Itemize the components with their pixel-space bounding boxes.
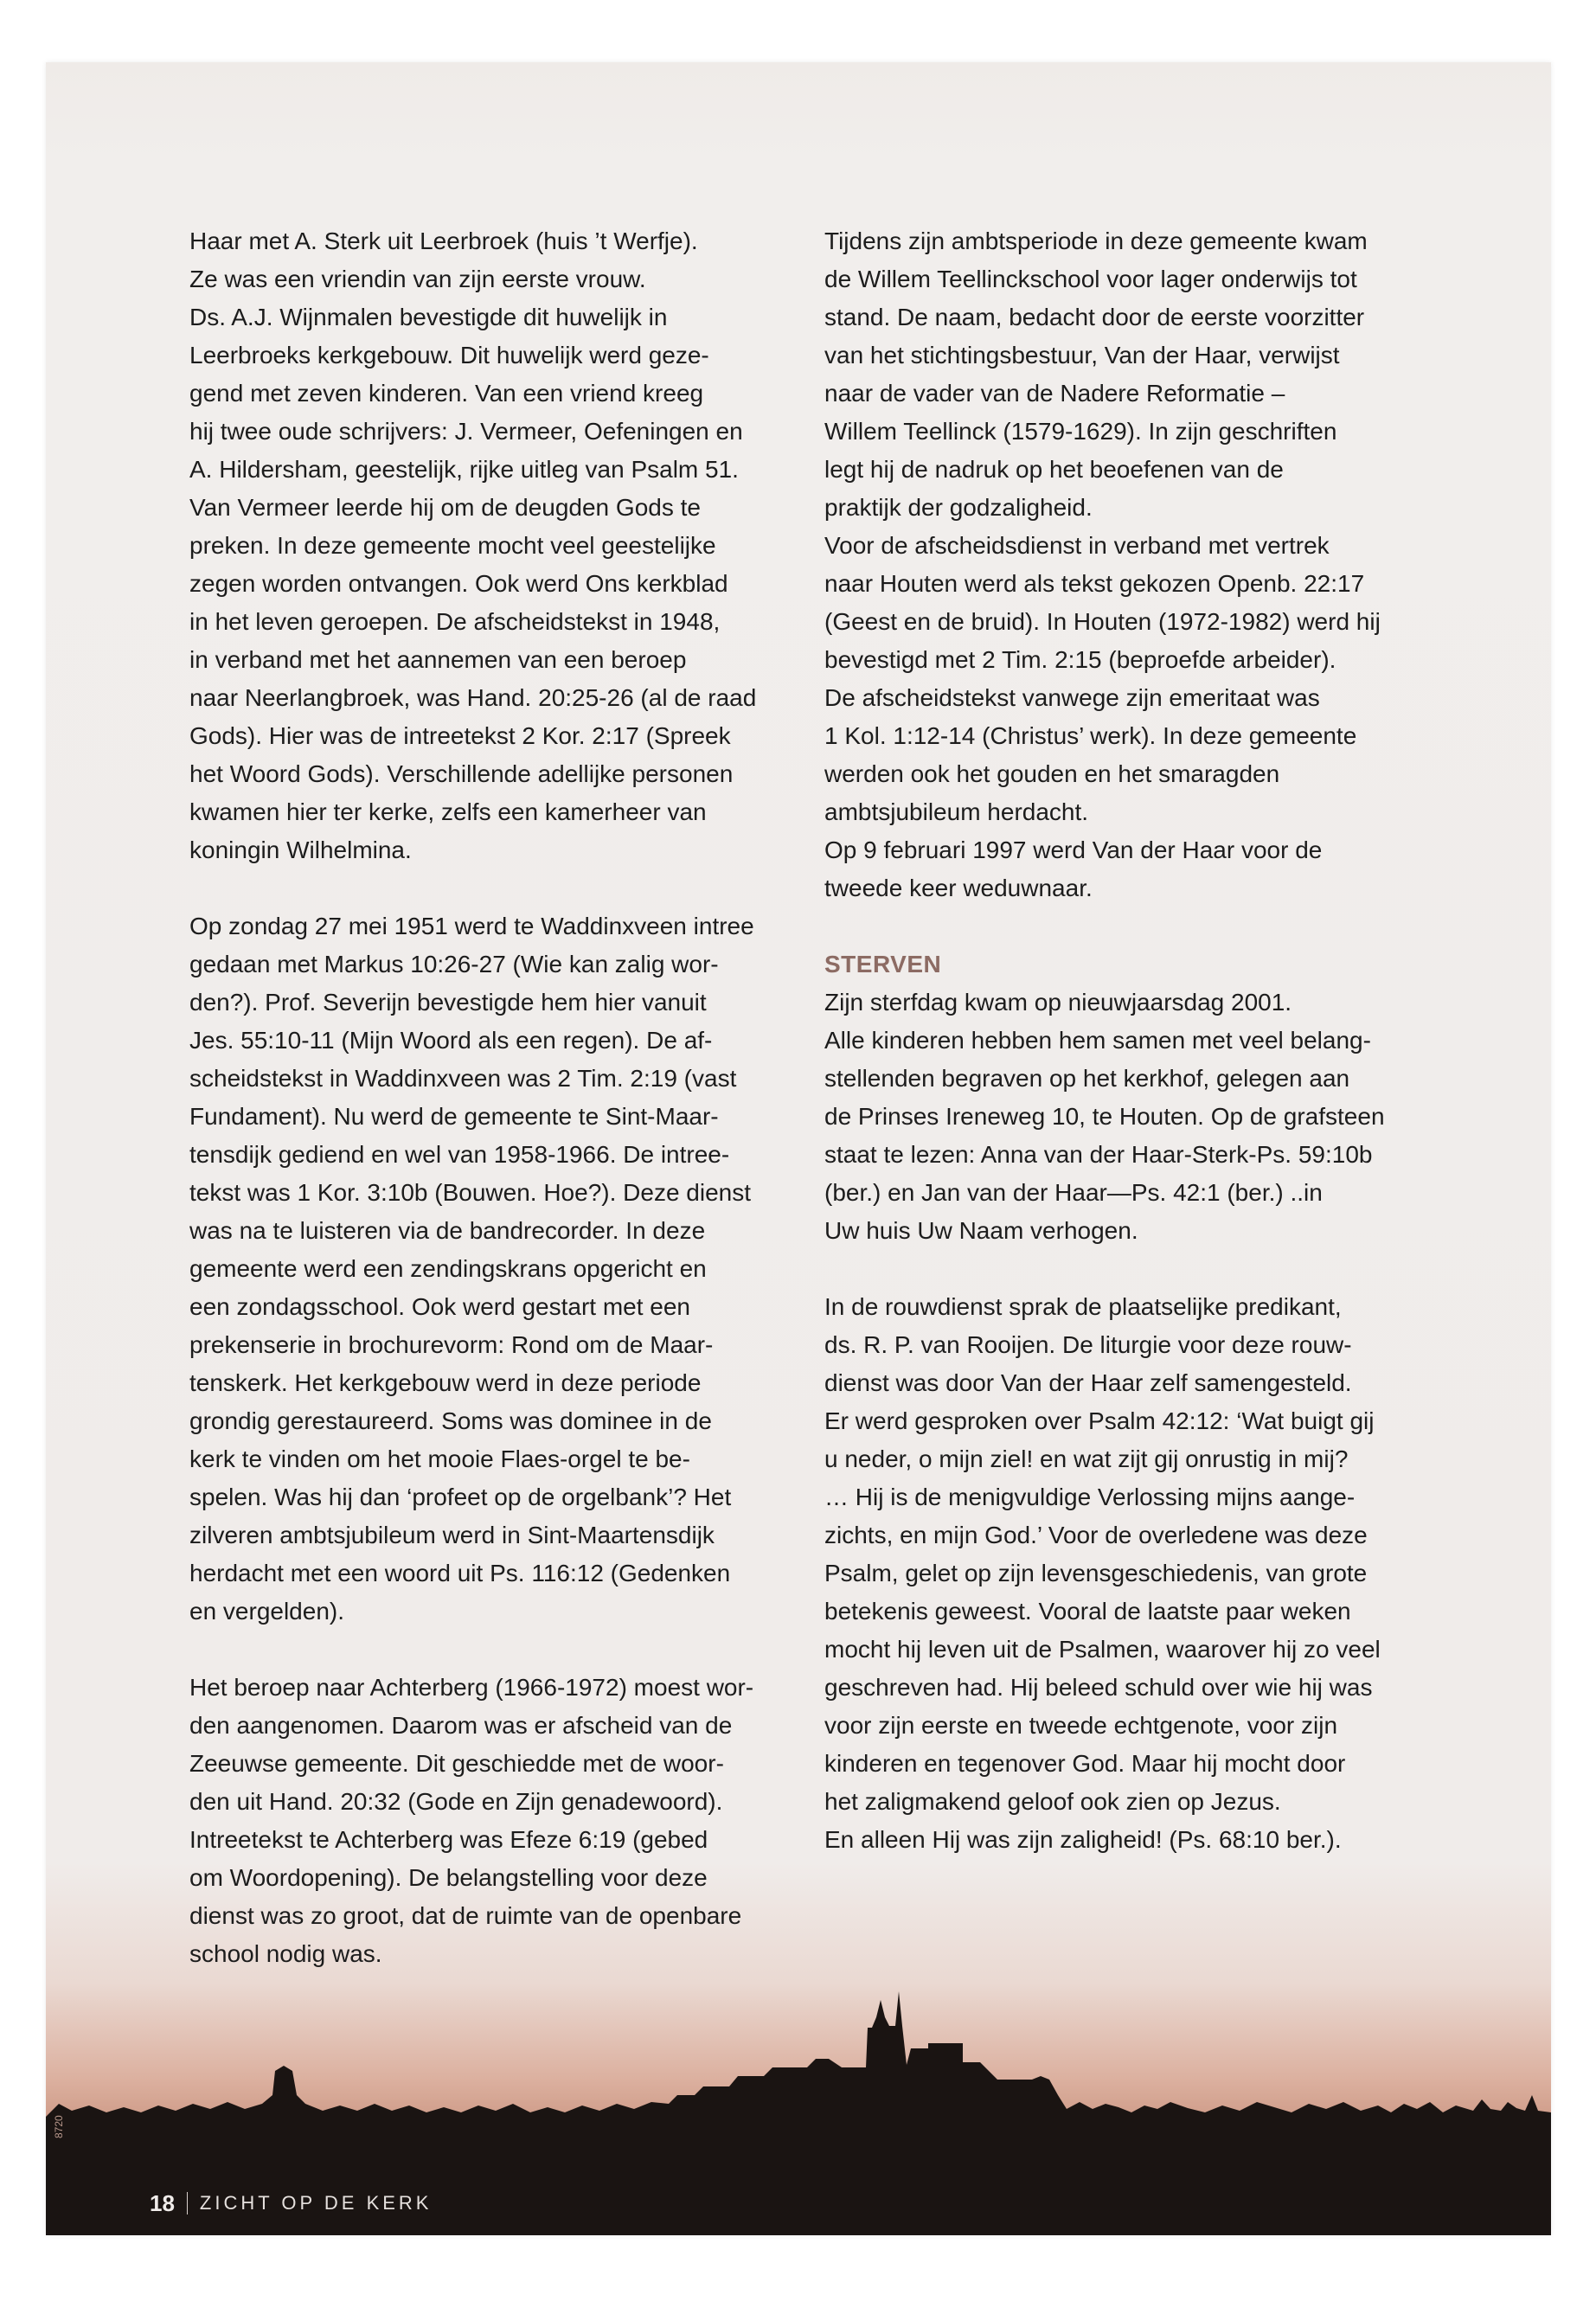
text-line: Zijn sterfdag kwam op nieuwjaarsdag 2001. bbox=[824, 989, 1292, 1016]
footer-divider bbox=[187, 2192, 188, 2214]
left-paragraph-2 bbox=[189, 907, 769, 1631]
text-line: tekst was 1 Kor. 3:10b (Bouwen. Hoe?). Deze dienst bbox=[189, 1179, 752, 1206]
text-line: Alle kinderen hebben hem samen met veel belang- bbox=[824, 1027, 1371, 1054]
text-line: De afscheidstekst vanwege zijn emeritaat was bbox=[824, 684, 1320, 711]
text-line: gend met zeven kinderen. Van een vriend kreeg bbox=[189, 380, 704, 407]
right-paragraph-2 bbox=[824, 984, 1404, 1250]
text-line: stand. De naam, bedacht door de eerste voorzitter bbox=[824, 304, 1365, 330]
text-line: naar de vader van de Nadere Reformatie – bbox=[824, 380, 1285, 407]
text-line: 1 Kol. 1:12-14 (Christus’ werk). In deze gemeente bbox=[824, 722, 1357, 749]
text-line: Haar met A. Sterk uit Leerbroek (huis ’t Werfje). bbox=[189, 228, 698, 254]
text-line: en vergelden). bbox=[189, 1598, 345, 1625]
text-line: Ze was een vriendin van zijn eerste vrouw. bbox=[189, 266, 646, 292]
text-line: (Geest en de bruid). In Houten (1972-1982) werd hij bbox=[824, 608, 1381, 635]
text-line: koningin Wilhelmina. bbox=[189, 836, 412, 863]
text-line: prekenserie in brochurevorm: Rond om de Maar- bbox=[189, 1331, 714, 1358]
text-line: legt hij de nadruk op het beoefenen van de bbox=[824, 456, 1284, 483]
text-line: dienst was door Van der Haar zelf samengesteld. bbox=[824, 1369, 1352, 1396]
text-line: werden ook het gouden en het smaragden bbox=[824, 760, 1280, 787]
text-line: Uw huis Uw Naam verhogen. bbox=[824, 1217, 1138, 1244]
text-line: Ds. A.J. Wijnmalen bevestigde dit huwelijk in bbox=[189, 304, 668, 330]
text-line: naar Houten werd als tekst gekozen Openb. 22:17 bbox=[824, 570, 1365, 597]
text-line: herdacht met een woord uit Ps. 116:12 (Gedenken bbox=[189, 1560, 731, 1586]
text-line: gedaan met Markus 10:26-27 (Wie kan zalig wor- bbox=[189, 951, 719, 977]
text-line: kerk te vinden om het mooie Flaes-orgel te be- bbox=[189, 1445, 690, 1472]
left-paragraph-1 bbox=[189, 222, 769, 869]
text-line: geschreven had. Hij beleed schuld over wie hij was bbox=[824, 1674, 1373, 1701]
right-paragraph-3 bbox=[824, 1288, 1404, 1859]
text-line: Op 9 februari 1997 werd Van der Haar voor de bbox=[824, 836, 1323, 863]
photo-credit: 8720 bbox=[53, 2115, 65, 2138]
text-line: Leerbroeks kerkgebouw. Dit huwelijk werd geze- bbox=[189, 342, 709, 369]
text-line: naar Neerlangbroek, was Hand. 20:25-26 (al de raad bbox=[189, 684, 757, 711]
text-line: Fundament). Nu werd de gemeente te Sint-Maar- bbox=[189, 1103, 719, 1130]
magazine-title: ZICHT OP DE KERK bbox=[199, 2192, 433, 2214]
text-line: dienst was zo groot, dat de ruimte van de openbare bbox=[189, 1902, 742, 1929]
text-line: zegen worden ontvangen. Ook werd Ons kerkblad bbox=[189, 570, 728, 597]
text-line: voor zijn eerste en tweede echtgenote, voor zijn bbox=[824, 1712, 1338, 1739]
text-line: tensdijk gediend en wel van 1958-1966. De intree- bbox=[189, 1141, 730, 1168]
text-line: een zondagsschool. Ook werd gestart met een bbox=[189, 1293, 691, 1320]
text-line: … Hij is de menigvuldige Verlossing mijns aange- bbox=[824, 1484, 1356, 1510]
text-line: om Woordopening). De belangstelling voor deze bbox=[189, 1864, 708, 1891]
text-line: Intreetekst te Achterberg was Efeze 6:19 (gebed bbox=[189, 1826, 708, 1853]
magazine-page bbox=[46, 62, 1551, 2235]
section-heading-sterven: STERVEN bbox=[824, 951, 942, 977]
text-line: ds. R. P. van Rooijen. De liturgie voor deze rouw- bbox=[824, 1331, 1352, 1358]
text-line: tenskerk. Het kerkgebouw werd in deze periode bbox=[189, 1369, 702, 1396]
text-line: preken. In deze gemeente mocht veel geestelijke bbox=[189, 532, 716, 559]
text-line: praktijk der godzaligheid. bbox=[824, 494, 1093, 521]
text-line: gemeente werd een zendingskrans opgericht en bbox=[189, 1255, 707, 1282]
left-paragraph-3 bbox=[189, 1669, 769, 1973]
text-line: En alleen Hij was zijn zaligheid! (Ps. 68:10 ber.). bbox=[824, 1826, 1342, 1853]
text-line: Van Vermeer leerde hij om de deugden Gods te bbox=[189, 494, 701, 521]
text-line: Zeeuwse gemeente. Dit geschiedde met de woor- bbox=[189, 1750, 724, 1777]
page-footer bbox=[150, 2186, 433, 2221]
text-line: was na te luisteren via de bandrecorder. In deze bbox=[189, 1217, 706, 1244]
text-line: tweede keer weduwnaar. bbox=[824, 875, 1093, 901]
right-paragraph-1 bbox=[824, 222, 1404, 907]
text-line: Voor de afscheidsdienst in verband met vertrek bbox=[824, 532, 1330, 559]
text-line: Gods). Hier was de intreetekst 2 Kor. 2:17 (Spreek bbox=[189, 722, 731, 749]
left-column bbox=[189, 222, 769, 1973]
text-line: Psalm, gelet op zijn levensgeschiedenis, van grote bbox=[824, 1560, 1368, 1586]
text-line: den aangenomen. Daarom was er afscheid van de bbox=[189, 1712, 733, 1739]
text-line: A. Hildersham, geestelijk, rijke uitleg van Psalm 51. bbox=[189, 456, 739, 483]
text-line: Willem Teellinck (1579-1629). In zijn geschriften bbox=[824, 418, 1337, 445]
text-line: scheidstekst in Waddinxveen was 2 Tim. 2:19 (vast bbox=[189, 1065, 737, 1092]
text-line: grondig gerestaureerd. Soms was dominee in de bbox=[189, 1407, 712, 1434]
text-line: zilveren ambtsjubileum werd in Sint-Maartensdijk bbox=[189, 1522, 715, 1548]
text-line: in verband met het aannemen van een beroep bbox=[189, 646, 687, 673]
text-line: zichts, en mijn God.’ Voor de overledene was deze bbox=[824, 1522, 1368, 1548]
text-line: betekenis geweest. Vooral de laatste paar weken bbox=[824, 1598, 1351, 1625]
text-line: kwamen hier ter kerke, zelfs een kamerheer van bbox=[189, 798, 707, 825]
text-line: Jes. 55:10-11 (Mijn Woord als een regen). De af- bbox=[189, 1027, 713, 1054]
text-line: het Woord Gods). Verschillende adellijke personen bbox=[189, 760, 734, 787]
text-line: spelen. Was hij dan ‘profeet op de orgelbank’? Het bbox=[189, 1484, 732, 1510]
text-line: u neder, o mijn ziel! en wat zijt gij onrustig in mij? bbox=[824, 1445, 1349, 1472]
text-line: Tijdens zijn ambtsperiode in deze gemeente kwam bbox=[824, 228, 1368, 254]
text-line: mocht hij leven uit de Psalmen, waarover hij zo veel bbox=[824, 1636, 1381, 1663]
text-line: van het stichtingsbestuur, Van der Haar, verwijst bbox=[824, 342, 1340, 369]
page-number: 18 bbox=[150, 2190, 175, 2216]
right-column bbox=[824, 222, 1404, 1859]
text-line: de Prinses Ireneweg 10, te Houten. Op de grafsteen bbox=[824, 1103, 1385, 1130]
text-line: de Willem Teellinckschool voor lager onderwijs tot bbox=[824, 266, 1357, 292]
text-line: In de rouwdienst sprak de plaatselijke predikant, bbox=[824, 1293, 1342, 1320]
text-line: den uit Hand. 20:32 (Gode en Zijn genadewoord). bbox=[189, 1788, 723, 1815]
text-line: Er werd gesproken over Psalm 42:12: ‘Wat buigt gij bbox=[824, 1407, 1375, 1434]
text-line: hij twee oude schrijvers: J. Vermeer, Oefeningen en bbox=[189, 418, 743, 445]
text-line: kinderen en tegenover God. Maar hij mocht door bbox=[824, 1750, 1346, 1777]
text-line: Op zondag 27 mei 1951 werd te Waddinxveen intree bbox=[189, 913, 754, 939]
text-line: bevestigd met 2 Tim. 2:15 (beproefde arbeider). bbox=[824, 646, 1336, 673]
text-line: ambtsjubileum herdacht. bbox=[824, 798, 1089, 825]
text-line: school nodig was. bbox=[189, 1940, 382, 1967]
text-line: den?). Prof. Severijn bevestigde hem hier vanuit bbox=[189, 989, 707, 1016]
text-line: stellenden begraven op het kerkhof, gelegen aan bbox=[824, 1065, 1350, 1092]
text-line: in het leven geroepen. De afscheidstekst in 1948, bbox=[189, 608, 721, 635]
text-line: (ber.) en Jan van der Haar—Ps. 42:1 (ber.) ..in bbox=[824, 1179, 1323, 1206]
text-line: het zaligmakend geloof ook zien op Jezus. bbox=[824, 1788, 1281, 1815]
text-line: Het beroep naar Achterberg (1966-1972) moest wor- bbox=[189, 1674, 754, 1701]
text-line: staat te lezen: Anna van der Haar-Sterk-Ps. 59:10b bbox=[824, 1141, 1373, 1168]
